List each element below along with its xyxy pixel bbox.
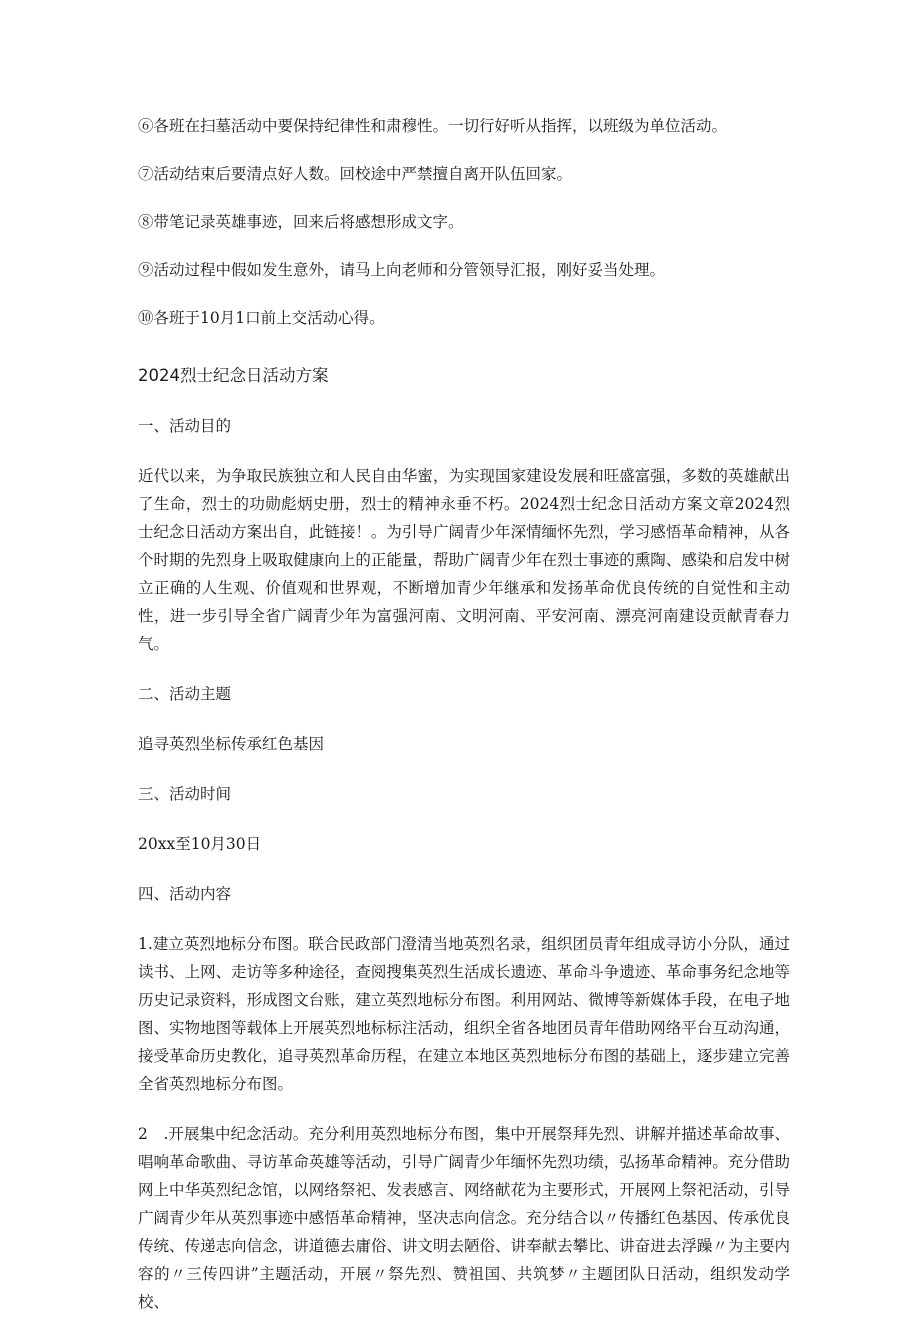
paragraph-content-item-1: 1.建立英烈地标分布图。联合民政部门澄清当地英烈名录，组织团员青年组成寻访小分队，通过读书、上网、走访等多种途径，查阅搜集英烈生活成长遗迹、革命斗争遗迹、革命事务纪念地等历史记录资料，形成图文台账，建立英烈地标分布图。利用网站、微博等新媒体手段，在电子地图、实物地图等载体上开展英烈地标标注活动，组织全省各地团员青年借助网络平台互动沟通，接受革命历史教化，追寻英烈革命历程，在建立本地区英烈地标分布图的基础上，逐步建立完善全省英烈地标分布图。 [138, 935, 790, 1093]
paragraph-purpose: 近代以来，为争取民族独立和人民自由华蜜，为实现国家建设发展和旺盛富强，多数的英雄献出了生命，烈士的功勋彪炳史册，烈士的精神永垂不朽。2024烈士纪念日活动方案文章2024烈士纪念日活动方案出自，此链接！。为引导广阔青少年深情缅怀先烈，学习感悟革命精神，从各个时期的先烈身上吸取健康向上的正能量，帮助广阔青少年在烈士事迹的熏陶、感染和启发中树立正确的人生观、价值观和世界观，不断增加青少年继承和发扬革命优良传统的自觉性和主动性，进一步引导全省广阔青少年为富强河南、文明河南、平安河南、漂亮河南建设贡献青春力气。 [138, 467, 790, 653]
list-item-6: ⑥各班在扫墓活动中要保持纪律性和肃穆性。一切行好听从指挥，以班级为单位活动。 [138, 117, 728, 135]
section-heading-theme: 二、活动主题 [138, 685, 232, 703]
document-title: 2024烈士纪念日活动方案 [138, 366, 329, 385]
document-content [138, 112, 790, 1338]
paragraph-time: 20xx至10月30日 [138, 835, 262, 853]
list-item-7: ⑦活动结束后要清点好人数。回校途中严禁擅自离开队伍回家。 [138, 165, 573, 183]
list-item-9: ⑨活动过程中假如发生意外，请马上向老师和分管领导汇报，刚好妥当处理。 [138, 261, 666, 279]
section-heading-content: 四、活动内容 [138, 885, 232, 903]
section-heading-purpose: 一、活动目的 [138, 417, 232, 435]
list-item-10: ⑩各班于10月1口前上交活动心得。 [138, 309, 385, 327]
section-heading-time: 三、活动时间 [138, 785, 232, 803]
paragraph-theme: 追寻英烈坐标传承红色基因 [138, 735, 325, 753]
list-item-8: ⑧带笔记录英雄事迹，回来后将感想形成文字。 [138, 213, 464, 231]
paragraph-content-item-2: 2 .开展集中纪念活动。充分利用英烈地标分布图，集中开展祭拜先烈、讲解并描述革命故事、唱响革命歌曲、寻访革命英雄等活动，引导广阔青少年缅怀先烈功绩，弘扬革命精神。充分借助网上中华英烈纪念馆，以网络祭祀、发表感言、网络献花为主要形式，开展网上祭祀活动，引导广阔青少年从英烈事迹中感悟革命精神，坚决志向信念。充分结合以〃传播红色基因、传承优良传统、传递志向信念，讲道德去庸俗、讲文明去陋俗、讲奉献去攀比、讲奋进去浮躁〃为主要内容的〃三传四讲”主题活动，开展〃祭先烈、赞祖国、共筑梦〃主题团队日活动，组织发动学校、 [138, 1125, 790, 1311]
